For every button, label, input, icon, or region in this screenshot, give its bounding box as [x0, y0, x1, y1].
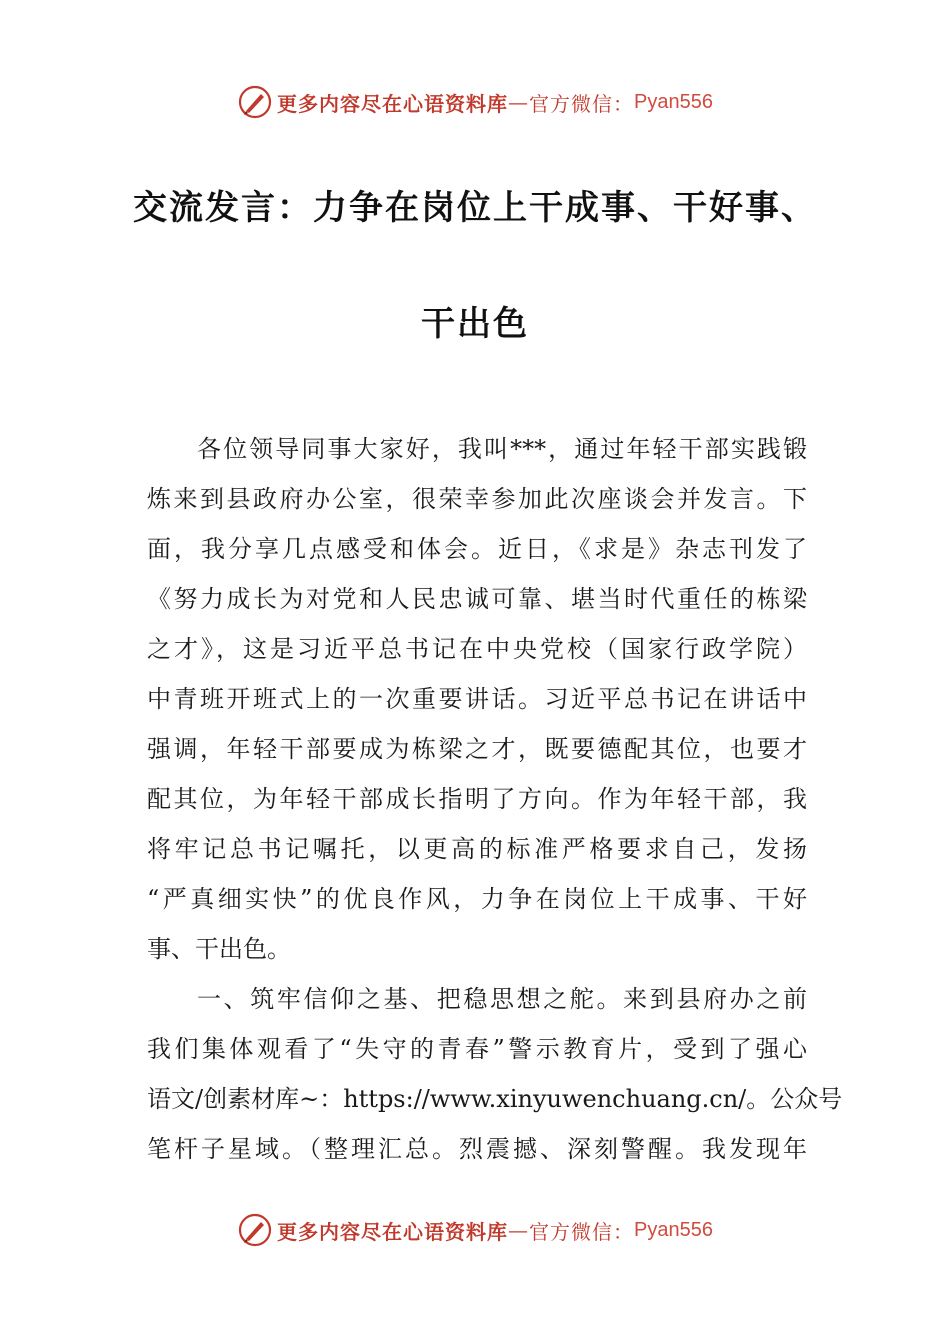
document-title-line-2: 干出色	[421, 304, 529, 344]
banner-brand-text: 更多内容尽在心语资料库	[277, 1219, 509, 1244]
banner-wechat-label: 官方微信：	[529, 1219, 635, 1244]
pen-logo-icon	[237, 1212, 273, 1248]
pen-logo-icon	[237, 84, 273, 120]
body-line: 面，我分享几点感受和体会。近日，《求是》杂志刊发了	[147, 535, 807, 563]
document-title-line-1: 交流发言：力争在岗位上干成事、干好事、	[133, 188, 817, 228]
header-banner	[0, 82, 950, 122]
body-line: 炼来到县政府办公室，很荣幸参加此次座谈会并发言。下	[147, 485, 807, 513]
body-line: 中青班开班式上的一次重要讲话。习近平总书记在讲话中	[147, 685, 807, 713]
body-line: 语文/创素材库~：https://www.xinyuwenchuang.cn/。公众号	[147, 1085, 843, 1113]
body-line: 我们集体观看了“失守的青春”警示教育片，受到了强心	[147, 1035, 807, 1063]
body-line: 强调，年轻干部要成为栋梁之才，既要德配其位，也要才	[147, 735, 807, 763]
banner-dash: —	[508, 90, 530, 114]
body-line: “严真细实快”的优良作风，力争在岗位上干成事、干好	[147, 885, 807, 913]
body-line: 一、筑牢信仰之基、把稳思想之舵。来到县府办之前	[197, 985, 807, 1013]
document-body	[147, 424, 843, 1174]
banner-wechat-id: Pyan556	[634, 1218, 713, 1241]
banner-brand-text: 更多内容尽在心语资料库	[277, 91, 509, 116]
body-line: 笔杆子星域。（整理汇总。烈震撼、深刻警醒。我发现年	[147, 1135, 807, 1163]
banner-wechat-id: Pyan556	[634, 90, 713, 113]
banner-dash: —	[508, 1218, 530, 1242]
banner-wechat-label: 官方微信：	[529, 91, 635, 116]
footer-banner	[0, 1210, 950, 1250]
body-line: 将牢记总书记嘱托，以更高的标准严格要求自己，发扬	[147, 835, 807, 863]
body-line: 之才》，这是习近平总书记在中央党校（国家行政学院）	[147, 635, 807, 663]
body-line: 各位领导同事大家好，我叫***，通过年轻干部实践锻	[197, 435, 807, 463]
body-line: 事、干出色。	[147, 935, 291, 963]
body-line: 配其位，为年轻干部成长指明了方向。作为年轻干部，我	[147, 785, 807, 813]
body-line: 《努力成长为对党和人民忠诚可靠、堪当时代重任的栋梁	[147, 585, 807, 613]
